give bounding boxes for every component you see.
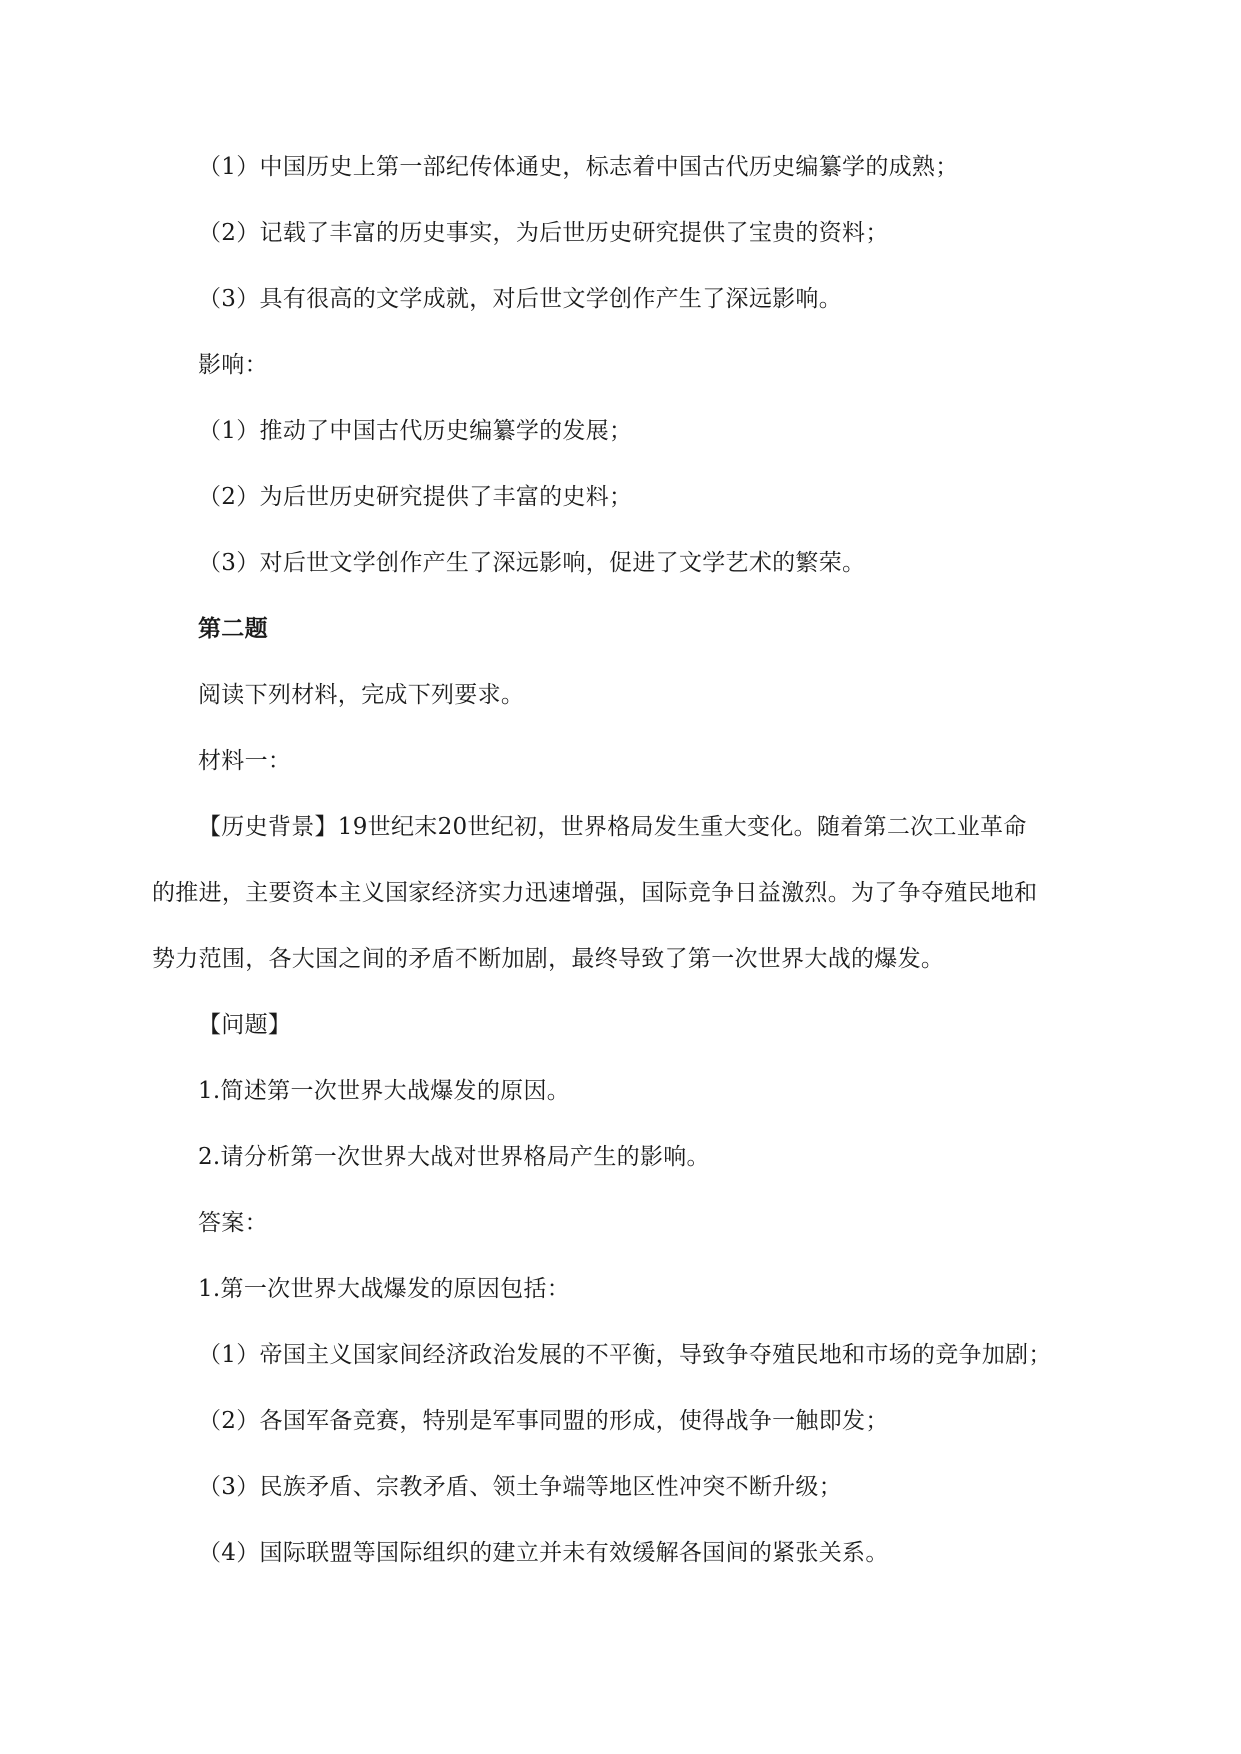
list-item: 1.简述第一次世界大战爆发的原因。 — [198, 1078, 571, 1104]
list-item: 2.请分析第一次世界大战对世界格局产生的影响。 — [198, 1144, 710, 1170]
question-label: 【问题】 — [198, 1012, 292, 1038]
list-item: （1）中国历史上第一部纪传体通史，标志着中国古代历史编纂学的成熟； — [198, 154, 959, 180]
paragraph-line: 势力范围，各大国之间的矛盾不断加剧，最终导致了第一次世界大战的爆发。 — [152, 946, 945, 972]
list-item: （3）具有很高的文学成就，对后世文学创作产生了深远影响。 — [198, 286, 843, 312]
list-item: （1）推动了中国古代历史编纂学的发展； — [198, 418, 633, 444]
paragraph-line: 【历史背景】19世纪末20世纪初，世界格局发生重大变化。随着第二次工业革命 — [198, 814, 1027, 840]
list-item: （2）记载了丰富的历史事实，为后世历史研究提供了宝贵的资料； — [198, 220, 889, 246]
list-item: （4）国际联盟等国际组织的建立并未有效缓解各国间的紧张关系。 — [198, 1540, 889, 1566]
list-item: （2）各国军备竞赛，特别是军事同盟的形成，使得战争一触即发； — [198, 1408, 889, 1434]
paragraph-line: 的推进，主要资本主义国家经济实力迅速增强，国际竞争日益激烈。为了争夺殖民地和 — [152, 880, 1038, 906]
material-label: 材料一： — [198, 748, 292, 774]
instruction-text: 阅读下列材料，完成下列要求。 — [198, 682, 525, 708]
question-heading: 第二题 — [198, 615, 268, 642]
list-item: （3）对后世文学创作产生了深远影响，促进了文学艺术的繁荣。 — [198, 550, 866, 576]
list-item: （2）为后世历史研究提供了丰富的史料； — [198, 484, 633, 510]
section-label: 影响： — [198, 352, 268, 378]
list-item: （3）民族矛盾、宗教矛盾、领土争端等地区性冲突不断升级； — [198, 1474, 843, 1500]
list-item: （1）帝国主义国家间经济政治发展的不平衡，导致争夺殖民地和市场的竞争加剧； — [198, 1342, 1052, 1368]
list-item: 1.第一次世界大战爆发的原因包括： — [198, 1276, 571, 1302]
answer-label: 答案： — [198, 1210, 268, 1236]
